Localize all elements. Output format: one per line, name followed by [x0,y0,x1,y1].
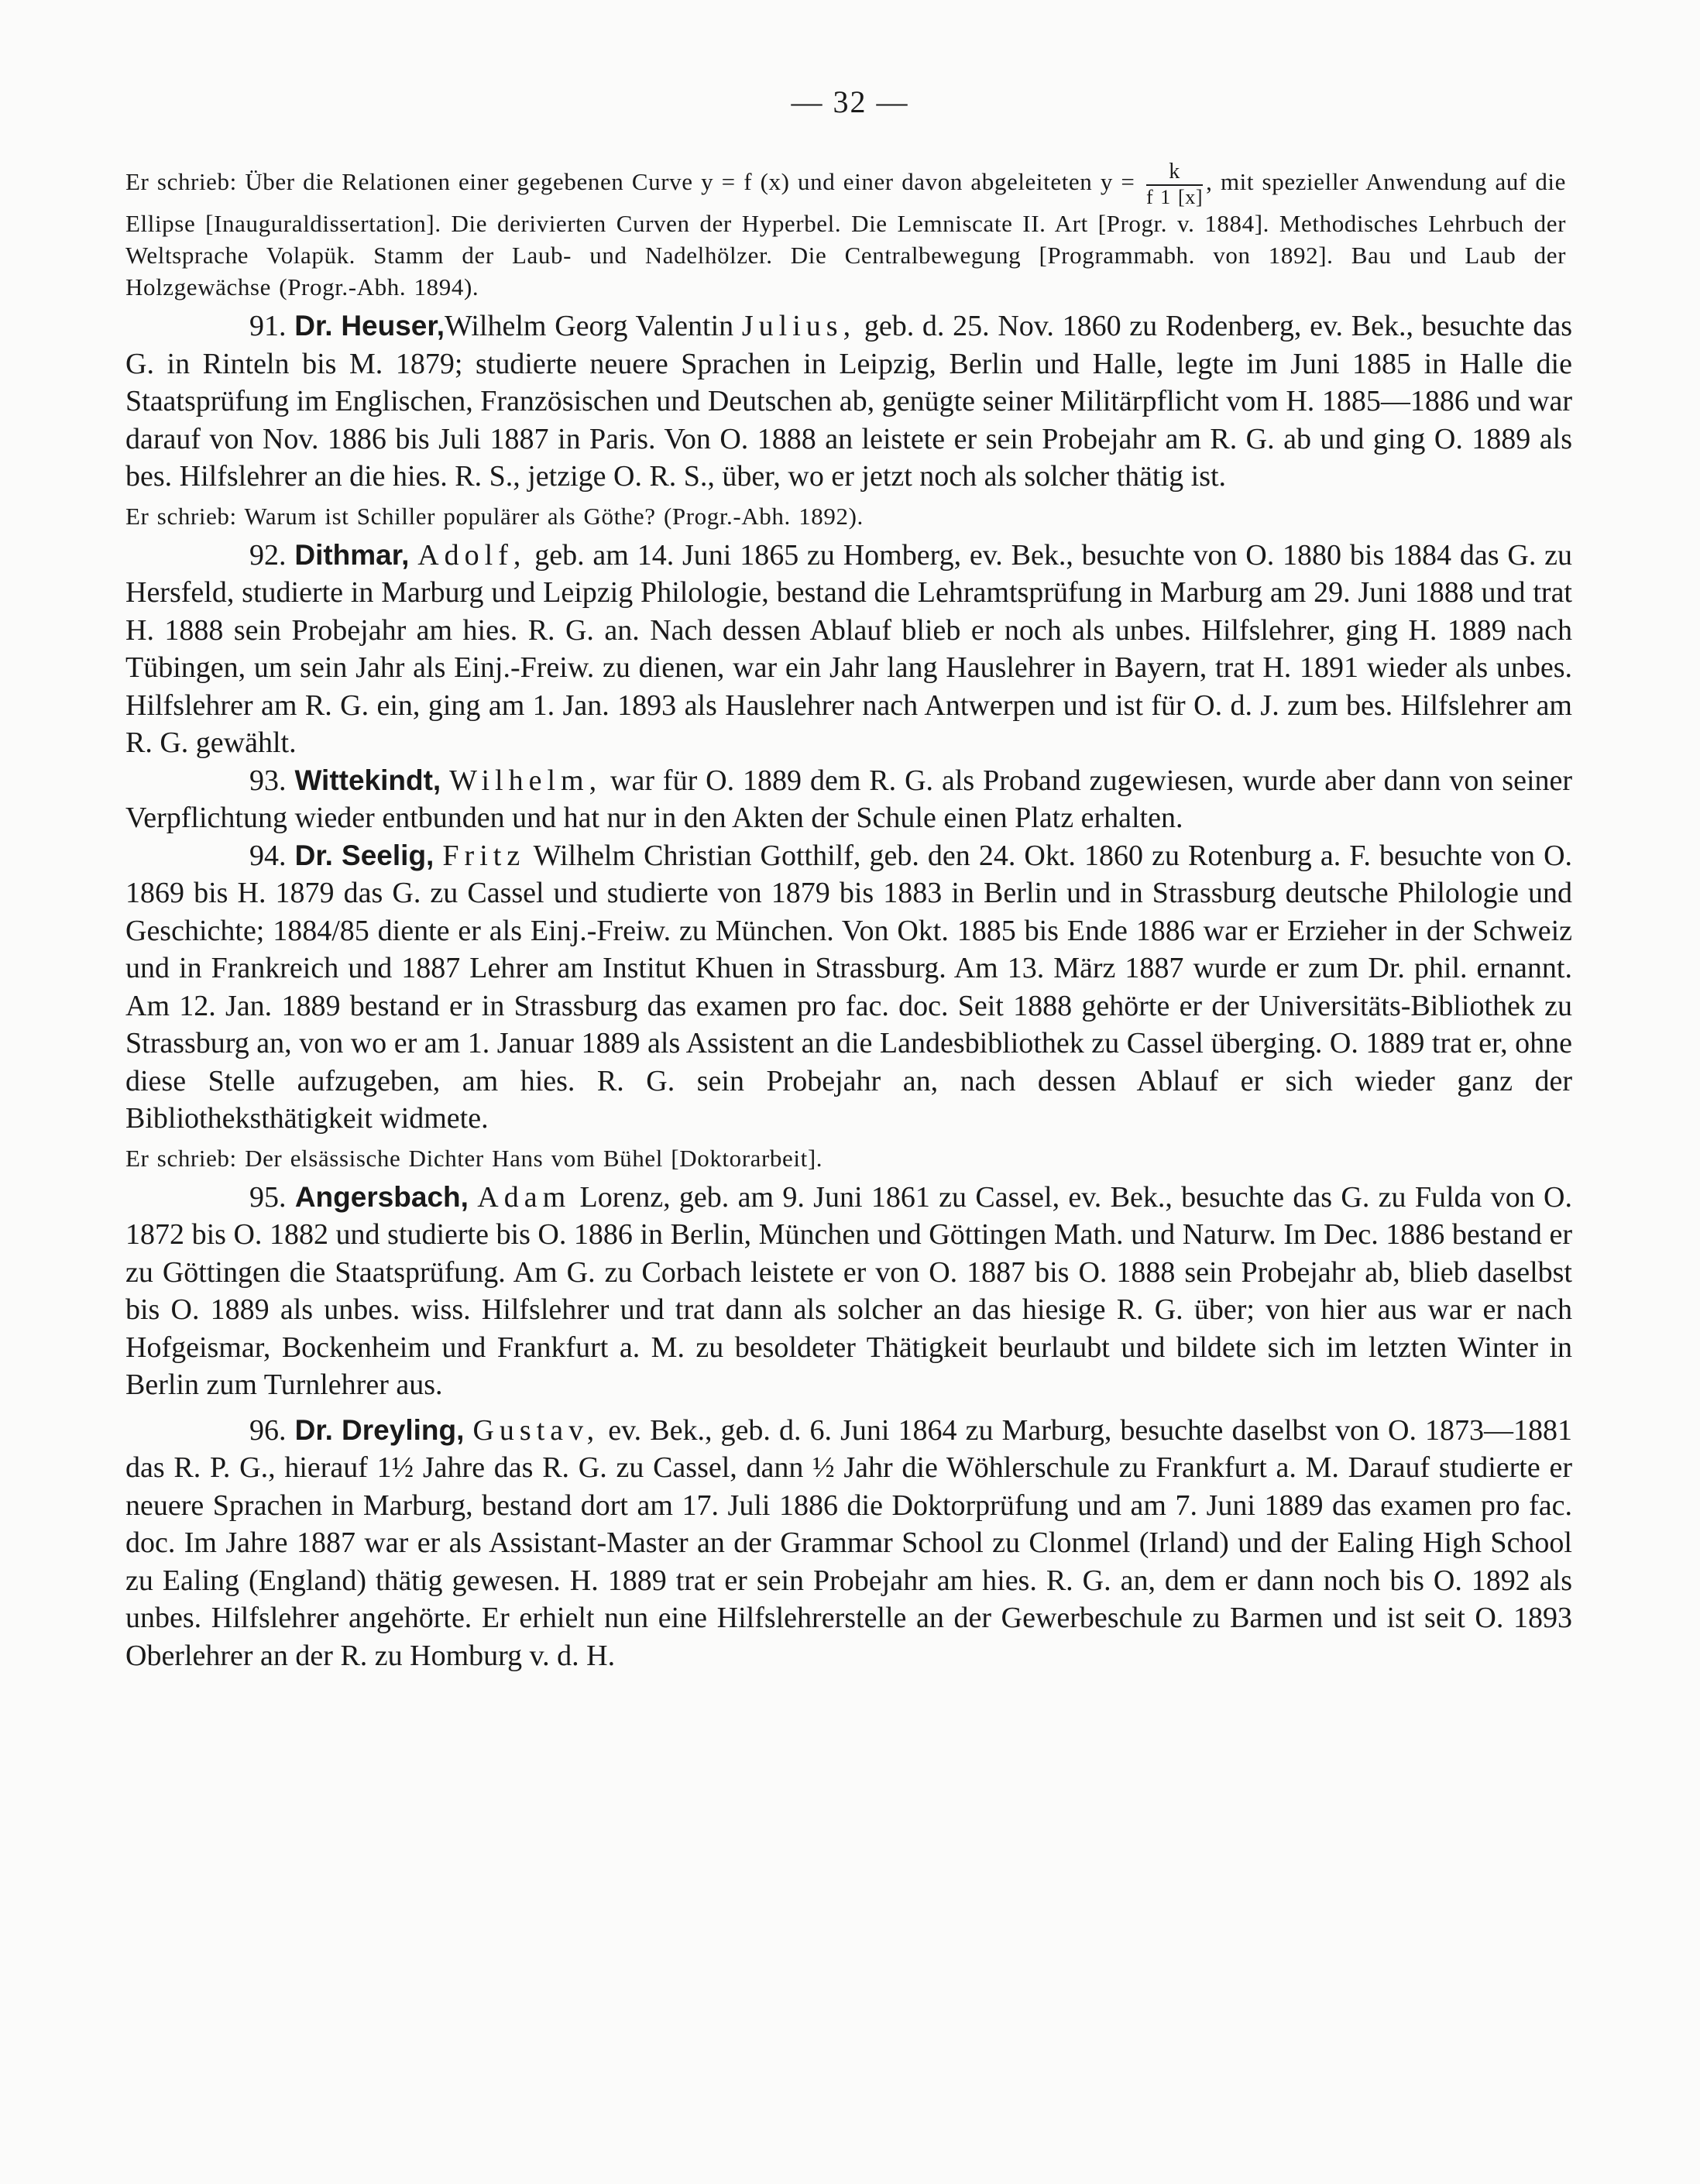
biography-entry-91 [125,307,1572,496]
entry-spaced-name: Wilhelm, [449,764,603,797]
writings-intro: Er schrieb: Über die Relationen einer gegebenen Curve y = f (x) und einer davon abgeleiteten y = [125,168,1135,196]
entry-title: Dr. [294,839,333,871]
entry-surname: Dithmar, [294,538,410,571]
entry-given-names: Wilhelm Georg Valentin [445,310,734,342]
entry-number: 91. [249,310,287,342]
entry-title: Dr. [294,1413,333,1446]
writings-list-entry-94: Er schrieb: Der elsässische Dichter Hans vom Bühel [Doktorarbeit]. [125,1144,823,1172]
entry-spaced-name: Adam [477,1180,572,1214]
entry-text: ev. Bek., geb. d. 6. Juni 1864 zu Marburg, besuchte daselbst von O. 1873—1881 das R. P. G., hierauf 1½ Jahre das R. G. zu Cassel, dann ½ Jahr die Wöhlerschule zu Frankfurt a. M. Darauf studierte er neuere Sprachen in Marburg, bestand dort am 17. Juli 1886 die Doktorprüfung und am 7. Juni 1889 das examen pro fac. doc. Im Jahre 1887 war er als Assistant-Master an der Grammar School zu Clonmel (Irland) und der Ealing High School zu Ealing (England) thätig gewesen. H. 1889 trat er sein Probejahr am hies. R. G. an, dem er dann noch bis O. 1892 als unbes. Hilfslehrer angehörte. Er erhielt nun eine Hilfslehrerstelle an der Gewerbeschule zu Barmen und ist seit O. 1893 Oberlehrer an der R. zu Homburg v. d. H. [125,1413,1573,1672]
entry-surname: Dreyling, [342,1413,465,1446]
entry-spaced-name: Adolf, [417,538,527,572]
entry-surname: Seelig, [342,839,434,871]
text-body [125,161,1572,1674]
entry-number: 94. [249,839,287,872]
biography-entry-95 [125,1179,1572,1404]
entry-number: 92. [249,538,287,572]
entry-spaced-name: Fritz [442,839,526,872]
entry-surname: Heuser, [341,310,445,342]
writings-list-entry-90 [125,161,1572,303]
formula-denominator: f 1 [x] [1145,186,1204,208]
biography-entry-96 [125,1412,1572,1675]
biography-entry-93 [125,762,1572,837]
biography-entry-94 [125,837,1572,1138]
entry-number: 93. [249,764,287,797]
formula-numerator: k [1146,161,1203,186]
formula-fraction [1146,161,1203,208]
entry-surname: Wittekindt, [294,764,441,796]
entry-text: geb. am 14. Juni 1865 zu Homberg, ev. Bek., besuchte von O. 1880 bis 1884 das G. zu Hersfeld, studierte in Marburg und Leipzig Philologie, bestand die Lehramtsprüfung in Marburg am 29. Juni 1888 und trat H. 1888 sein Probejahr am hies. R. G. an. Nach dessen Ablauf blieb er noch als unbes. Hilfslehrer, ging H. 1889 nach Tübingen, um sein Jahr als Einj.-Freiw. zu dienen, war ein Jahr lang Hauslehrer in Bayern, trat H. 1891 wieder als unbes. Hilfslehrer am R. G. ein, ging am 1. Jan. 1893 als Hauslehrer nach Antwerpen und ist für O. d. J. zum bes. Hilfslehrer am R. G. gewählt. [125,538,1573,759]
entry-spaced-name: Julius, [741,310,857,342]
entry-title: Dr. [294,310,333,342]
entry-number: 96. [249,1413,287,1447]
biography-entry-92 [125,537,1572,762]
writings-list-entry-91: Er schrieb: Warum ist Schiller populärer als Göthe? (Progr.-Abh. 1892). [125,502,864,530]
entry-text: Lorenz, geb. am 9. Juni 1861 zu Cassel, ev. Bek., besuchte das G. zu Fulda von O. 1872 bis O. 1882 und studierte bis O. 1886 in Berlin, München und Göttingen Math. und Naturw. Im Dec. 1886 bestand er zu Göttingen die Staatsprüfung. Am G. zu Corbach leistete er von O. 1887 bis O. 1888 sein Probejahr ab, blieb daselbst bis O. 1889 als unbes. wiss. Hilfslehrer und trat dann als solcher an das hiesige R. G. über; von hier aus war er nach Hofgeismar, Bockenheim und Frankfurt a. M. zu besoldeter Thätigkeit beurlaubt und bildete sich im letzten Winter in Berlin zum Turnlehrer aus. [125,1180,1572,1401]
entry-number: 95. [249,1180,287,1214]
writings-rest: , mit spezieller Anwendung auf die Ellipse [Inauguraldissertation]. Die derivierten Curven der Hyperbel. Die Lemniscate II. Art [Progr. v. 1884]. Methodisches Lehrbuch der Weltsprache Volapük. Stamm der Laub- und Nadelhölzer. Die Centralbewegung [Programmabh. von 1892]. Bau und Laub der Holzgewächse (Progr.-Abh. 1894). [125,168,1566,300]
entry-text: Wilhelm Christian Gotthilf, geb. den 24. Okt. 1860 zu Rotenburg a. F. besuchte von O. 1869 bis H. 1879 das G. zu Cassel und studierte von 1879 bis 1883 in Berlin und in Strassburg deutsche Philologie und Geschichte; 1884/85 diente er als Einj.-Freiw. zu München. Von Okt. 1885 bis Ende 1886 war er Erzieher in der Schweiz und in Frankreich und 1887 Lehrer am Institut Khuen in Strassburg. Am 13. März 1887 wurde er zum Dr. phil. ernannt. Am 12. Jan. 1889 bestand er in Strassburg das examen pro fac. doc. Seit 1888 gehörte er der Universitäts-Bibliothek zu Strassburg an, von wo er am 1. Januar 1889 als Assistent an die Landesbibliothek zu Cassel überging. O. 1889 trat er, ohne diese Stelle aufzugeben, am hies. R. G. sein Probejahr an, nach dessen Ablauf er sich wieder ganz der Bibliotheksthätigkeit widmete. [125,839,1573,1135]
entry-text: war für O. 1889 dem R. G. als Proband zugewiesen, wurde aber dann von seiner Verpflichtung wieder entbunden und hat nur in den Akten der Schule einen Platz erhalten. [125,764,1573,834]
page-number: — 32 — [791,84,909,119]
entry-surname: Angersbach, [294,1180,469,1213]
entry-text: geb. d. 25. Nov. 1860 zu Rodenberg, ev. Bek., besuchte das G. in Rinteln bis M. 1879; studierte neuere Sprachen in Leipzig, Berlin und Halle, legte im Juni 1885 in Halle die Staatsprüfung im Englischen, Französischen und Deutschen ab, genügte seiner Militärpflicht vom H. 1885—1886 und war darauf von Nov. 1886 bis Juli 1887 in Paris. Von O. 1888 an leistete er sein Probejahr am R. G. ab und ging O. 1889 als bes. Hilfslehrer an die hies. R. S., jetzige O. R. S., über, wo er jetzt noch als solcher thätig ist. [125,310,1573,493]
entry-spaced-name: Gustav, [472,1413,600,1447]
